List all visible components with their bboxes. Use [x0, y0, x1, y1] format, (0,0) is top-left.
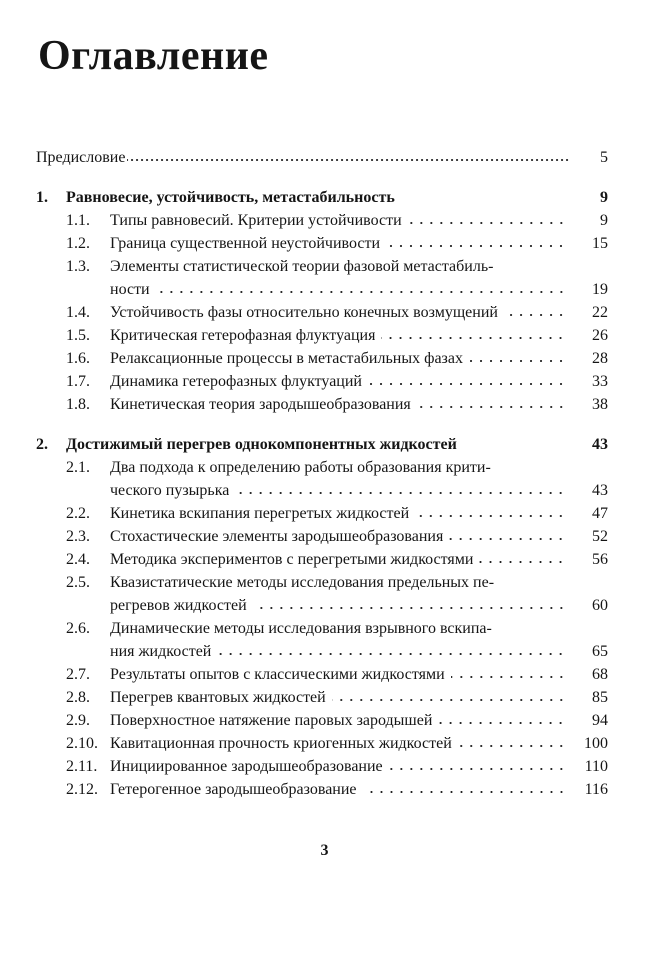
section-page: 110 [584, 758, 608, 775]
toc-chapter-2[interactable] [36, 433, 608, 456]
section-number: 2.11. [66, 758, 98, 775]
section-gap [36, 169, 608, 186]
toc-section-entry[interactable] [36, 255, 608, 278]
dot-leader [386, 244, 566, 248]
section-page: 26 [592, 327, 608, 344]
toc-entry-preface[interactable] [36, 146, 608, 169]
section-number: 2.9. [66, 712, 90, 729]
section-number: 1.6. [66, 350, 90, 367]
section-number: 1.8. [66, 396, 90, 413]
chapter-title: Достижимый перегрев однокомпонентных жидкостей [66, 436, 457, 453]
section-title: Инициированное зародышеобразование [110, 758, 383, 775]
toc-section-entry[interactable] [36, 479, 608, 502]
section-number: 2.6. [66, 620, 90, 637]
section-page: 38 [592, 396, 608, 413]
section-gap [36, 416, 608, 433]
toc-section-entry[interactable] [36, 232, 608, 255]
section-title: Кинетическая теория зародышеобразования [110, 396, 411, 413]
chapters-list [36, 169, 608, 801]
chapter-title: Равновесие, устойчивость, метастабильность [66, 189, 395, 206]
dot-leader [479, 560, 566, 564]
section-title: Устойчивость фазы относительно конечных возмущений [110, 304, 498, 321]
toc-section-entry[interactable] [36, 502, 608, 525]
dot-leader [449, 537, 566, 541]
section-title: Перегрев квантовых жидкостей [110, 689, 326, 706]
toc-section-entry[interactable] [36, 709, 608, 732]
toc-section-entry[interactable] [36, 393, 608, 416]
section-number: 2.1. [66, 459, 90, 476]
toc-entry-title: Предисловие [36, 149, 126, 166]
toc-section-entry[interactable] [36, 525, 608, 548]
section-number: 2.5. [66, 574, 90, 591]
toc-chapter-1[interactable] [36, 186, 608, 209]
section-number: 1.1. [66, 212, 90, 229]
section-title: ности [110, 281, 150, 298]
table-of-contents [36, 146, 608, 801]
chapter-number: 2. [36, 436, 48, 453]
dot-leader [156, 290, 566, 294]
toc-section-entry[interactable] [36, 640, 608, 663]
section-number: 1.2. [66, 235, 90, 252]
section-page: 52 [592, 528, 608, 545]
section-title: Релаксационные процессы в метастабильных фазах [110, 350, 463, 367]
dot-leader [504, 313, 566, 317]
section-title: Гетерогенное зародышеобразование [110, 781, 357, 798]
toc-section-entry[interactable] [36, 755, 608, 778]
section-page: 116 [584, 781, 608, 798]
chapter-page: 43 [592, 436, 608, 453]
dot-leader [253, 606, 566, 610]
section-title: ния жидкостей [110, 643, 212, 660]
dot-leader [368, 382, 566, 386]
section-title: Динамика гетерофазных флуктуаций [110, 373, 362, 390]
section-page: 33 [592, 373, 608, 390]
section-page: 43 [592, 482, 608, 499]
toc-section-entry[interactable] [36, 617, 608, 640]
section-page: 85 [592, 689, 608, 706]
section-title: Критическая гетерофазная флуктуация [110, 327, 376, 344]
section-number: 1.4. [66, 304, 90, 321]
section-number: 2.3. [66, 528, 90, 545]
section-page: 22 [592, 304, 608, 321]
toc-section-entry[interactable] [36, 732, 608, 755]
dot-leader [363, 790, 566, 794]
dot-leader [438, 721, 566, 725]
section-title: Элементы статистической теории фазовой метастабиль- [110, 258, 494, 275]
dot-leader [469, 359, 566, 363]
section-page: 65 [592, 643, 608, 660]
dot-leader [417, 405, 566, 409]
toc-section-entry[interactable] [36, 370, 608, 393]
dot-leader [217, 652, 566, 656]
page-title: Оглавление [38, 33, 269, 79]
section-number: 2.12. [66, 781, 98, 798]
toc-section-entry[interactable] [36, 663, 608, 686]
toc-section-entry[interactable] [36, 571, 608, 594]
chapter-page: 9 [600, 189, 608, 206]
section-number: 1.3. [66, 258, 90, 275]
dot-leader [389, 767, 566, 771]
dot-leader [381, 336, 566, 340]
section-title: Квазистатические методы исследования предельных пе- [110, 574, 495, 591]
section-title: ческого пузырька [110, 482, 230, 499]
dot-leader [451, 675, 566, 679]
section-page: 15 [592, 235, 608, 252]
chapter-number: 1. [36, 189, 48, 206]
dot-leader [463, 445, 566, 449]
section-title: Кавитационная прочность криогенных жидкостей [110, 735, 452, 752]
toc-section-entry[interactable] [36, 347, 608, 370]
toc-section-entry[interactable] [36, 324, 608, 347]
toc-section-entry[interactable] [36, 686, 608, 709]
dot-leader [332, 698, 566, 702]
section-number: 2.2. [66, 505, 90, 522]
section-title: Стохастические элементы зародышеобразования [110, 528, 444, 545]
section-number: 2.4. [66, 551, 90, 568]
section-title: Граница существенной неустойчивости [110, 235, 381, 252]
dot-leader [415, 514, 566, 518]
dot-leader [401, 198, 566, 202]
section-page: 9 [600, 212, 608, 229]
section-number: 2.8. [66, 689, 90, 706]
dot-leader [235, 491, 566, 495]
toc-section-entry[interactable] [36, 301, 608, 324]
section-title: Поверхностное натяжение паровых зародышей [110, 712, 433, 729]
toc-section-entry[interactable] [36, 594, 608, 617]
section-title: Динамические методы исследования взрывного вскипа- [110, 620, 492, 637]
section-page: 94 [592, 712, 608, 729]
section-number: 1.7. [66, 373, 90, 390]
section-page: 47 [592, 505, 608, 522]
section-title: Типы равновесий. Критерии устойчивости [110, 212, 402, 229]
toc-section-entry[interactable] [36, 278, 608, 301]
toc-section-entry[interactable] [36, 456, 608, 479]
toc-section-entry[interactable] [36, 548, 608, 571]
section-title: регревов жидкостей [110, 597, 247, 614]
toc-section-entry[interactable] [36, 778, 608, 801]
section-number: 1.5. [66, 327, 90, 344]
page-number: 3 [320, 842, 329, 859]
section-page: 60 [592, 597, 608, 614]
section-page: 68 [592, 666, 608, 683]
section-page: 56 [592, 551, 608, 568]
section-title: Методика экспериментов с перегретыми жидкостями [110, 551, 474, 568]
dot-leader [408, 221, 566, 225]
section-title: Два подхода к определению работы образования крити- [110, 459, 491, 476]
toc-entry-page: 5 [600, 149, 608, 166]
section-title: Результаты опытов с классическими жидкостями [110, 666, 445, 683]
dot-leader [127, 158, 570, 162]
dot-leader [458, 744, 566, 748]
section-page: 19 [592, 281, 608, 298]
toc-section-entry[interactable] [36, 209, 608, 232]
section-title: Кинетика вскипания перегретых жидкостей [110, 505, 410, 522]
section-number: 2.7. [66, 666, 90, 683]
section-page: 100 [584, 735, 608, 752]
section-page: 28 [592, 350, 608, 367]
section-number: 2.10. [66, 735, 98, 752]
